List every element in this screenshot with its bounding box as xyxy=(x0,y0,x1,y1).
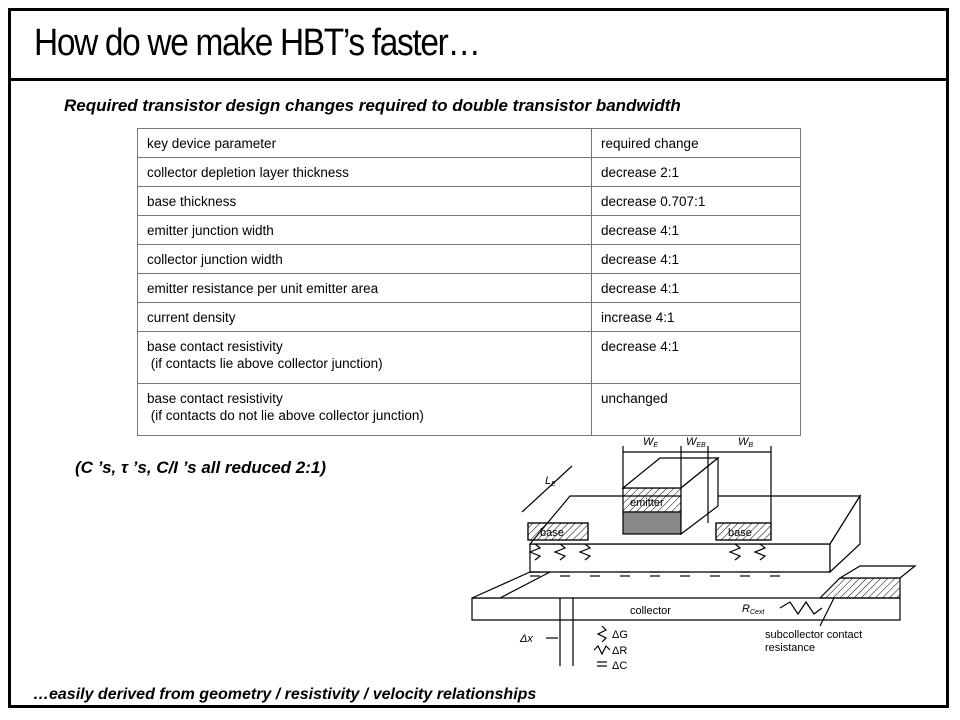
delta-g-label: ΔG xyxy=(612,629,628,641)
svg-text:WB xyxy=(738,436,753,449)
change-cell xyxy=(592,187,801,216)
param-cell xyxy=(138,303,592,332)
wb-label: W xyxy=(738,436,749,448)
change-cell xyxy=(592,158,801,187)
header-change-cell-text: required change xyxy=(601,136,699,151)
table-row xyxy=(138,245,801,274)
change-cell-text: decrease 2:1 xyxy=(601,165,680,180)
table-row xyxy=(138,216,801,245)
change-cell-text: decrease 4:1 xyxy=(601,252,680,267)
slide-title: How do we make HBT’s faster… xyxy=(34,22,480,64)
param-cell xyxy=(138,187,592,216)
header-change-cell xyxy=(592,129,801,158)
change-cell xyxy=(592,274,801,303)
param-cell-text: base contact resistivity xyxy=(147,339,283,354)
change-cell xyxy=(592,245,801,274)
param-cell-text: emitter junction width xyxy=(147,223,274,238)
change-cell-text: decrease 4:1 xyxy=(601,339,680,354)
table-row xyxy=(138,332,801,384)
change-cell-text: increase 4:1 xyxy=(601,310,675,325)
change-cell-text: unchanged xyxy=(601,391,668,406)
param-cell xyxy=(138,274,592,303)
change-cell-text: decrease 4:1 xyxy=(601,281,680,296)
collector-label: collector xyxy=(630,605,671,617)
param-cell-text: collector junction width xyxy=(147,252,283,267)
param-cell-text: base thickness xyxy=(147,194,237,209)
le-subscript: E xyxy=(551,481,556,488)
subcollector-label-line2: resistance xyxy=(765,642,816,654)
we-subscript: E xyxy=(653,442,659,449)
delta-r-label: ΔR xyxy=(612,645,628,657)
svg-text:WEB xyxy=(686,436,706,449)
change-cell-text: decrease 4:1 xyxy=(601,223,680,238)
we-label: W xyxy=(643,436,654,448)
param-cell-text: collector depletion layer thickness xyxy=(147,165,349,180)
param-cell xyxy=(138,332,592,384)
change-cell xyxy=(592,332,801,384)
param-cell xyxy=(138,245,592,274)
reduction-note: (C ’s, τ ’s, C/I ’s all reduced 2:1) xyxy=(75,458,327,477)
param-cell xyxy=(138,158,592,187)
change-cell xyxy=(592,216,801,245)
svg-text:WE xyxy=(643,436,658,449)
design-changes-table xyxy=(137,128,801,436)
param-cell-text: base contact resistivity xyxy=(147,391,283,406)
emitter-label: emitter xyxy=(630,497,664,509)
base-right-label: base xyxy=(728,527,752,539)
delta-x-label: Δx xyxy=(520,633,533,645)
web-label: W xyxy=(686,436,697,448)
header-param-cell xyxy=(138,129,592,158)
param-cell-text: emitter resistance per unit emitter area xyxy=(147,281,379,296)
table-row xyxy=(138,274,801,303)
param-cell-text: (if contacts do not lie above collector junction) xyxy=(147,408,424,423)
change-cell-text: decrease 0.707:1 xyxy=(601,194,706,209)
table-caption: Required transistor design changes required to double transistor bandwidth xyxy=(64,96,681,115)
param-cell xyxy=(138,216,592,245)
table-header-row xyxy=(138,129,801,158)
table-row xyxy=(138,187,801,216)
change-cell xyxy=(592,303,801,332)
param-cell-text: current density xyxy=(147,310,236,325)
base-left-label: base xyxy=(540,527,564,539)
subcollector-label-line1: subcollector contact xyxy=(765,629,863,641)
rcext-label: R xyxy=(742,603,750,615)
header-param-cell-text: key device parameter xyxy=(147,136,277,151)
param-cell-text: (if contacts lie above collector junction) xyxy=(147,356,383,371)
table-row xyxy=(138,158,801,187)
rcext-subscript: Cext xyxy=(749,609,765,616)
le-label: L xyxy=(545,475,552,487)
svg-text:LE xyxy=(545,475,556,488)
delta-c-label: ΔC xyxy=(612,660,628,672)
hbt-structure-diagram xyxy=(460,426,920,676)
footer-note: …easily derived from geometry / resistivity / velocity relationships xyxy=(33,686,537,703)
wb-subscript: B xyxy=(748,442,754,449)
web-subscript: EB xyxy=(696,442,706,449)
table-row xyxy=(138,303,801,332)
